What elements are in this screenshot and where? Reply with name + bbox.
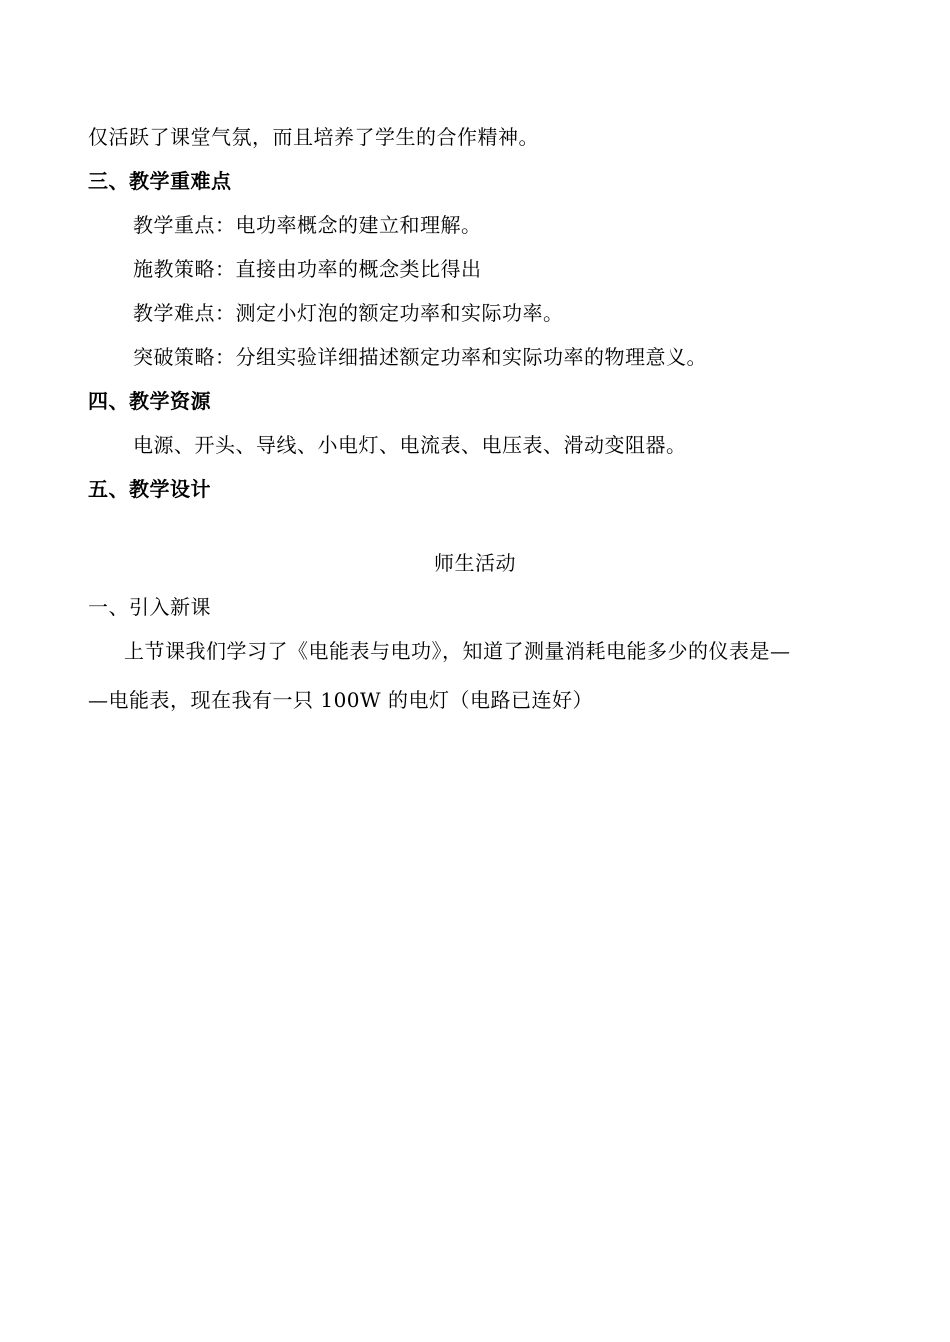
- resources-text: 电源、开头、导线、小电灯、电流表、电压表、滑动变阻器。: [133, 433, 687, 457]
- key-point-text: 教学重点：电功率概念的建立和理解。: [133, 213, 482, 237]
- section-heading-key-difficult-points: 三、教学重难点: [88, 169, 232, 193]
- subsection-heading-intro: 一、引入新课: [88, 595, 211, 619]
- section-heading-design: 五、教学设计: [88, 477, 211, 501]
- teaching-strategy-text: 施教策略：直接由功率的概念类比得出: [133, 257, 482, 281]
- intro-paragraph-line-1: 上节课我们学习了《电能表与电功》，知道了测量消耗电能多少的仪表是—: [124, 639, 791, 663]
- paragraph-continuation: 仅活跃了课堂气氛，而且培养了学生的合作精神。: [88, 125, 539, 149]
- section-heading-resources: 四、教学资源: [88, 389, 211, 413]
- activity-title: 师生活动: [434, 551, 516, 575]
- intro-paragraph-line-2: —电能表，现在我有一只 100W 的电灯（电路已连好）: [88, 688, 593, 712]
- breakthrough-strategy-text: 突破策略：分组实验详细描述额定功率和实际功率的物理意义。: [133, 345, 707, 369]
- difficulty-text: 教学难点：测定小灯泡的额定功率和实际功率。: [133, 301, 564, 325]
